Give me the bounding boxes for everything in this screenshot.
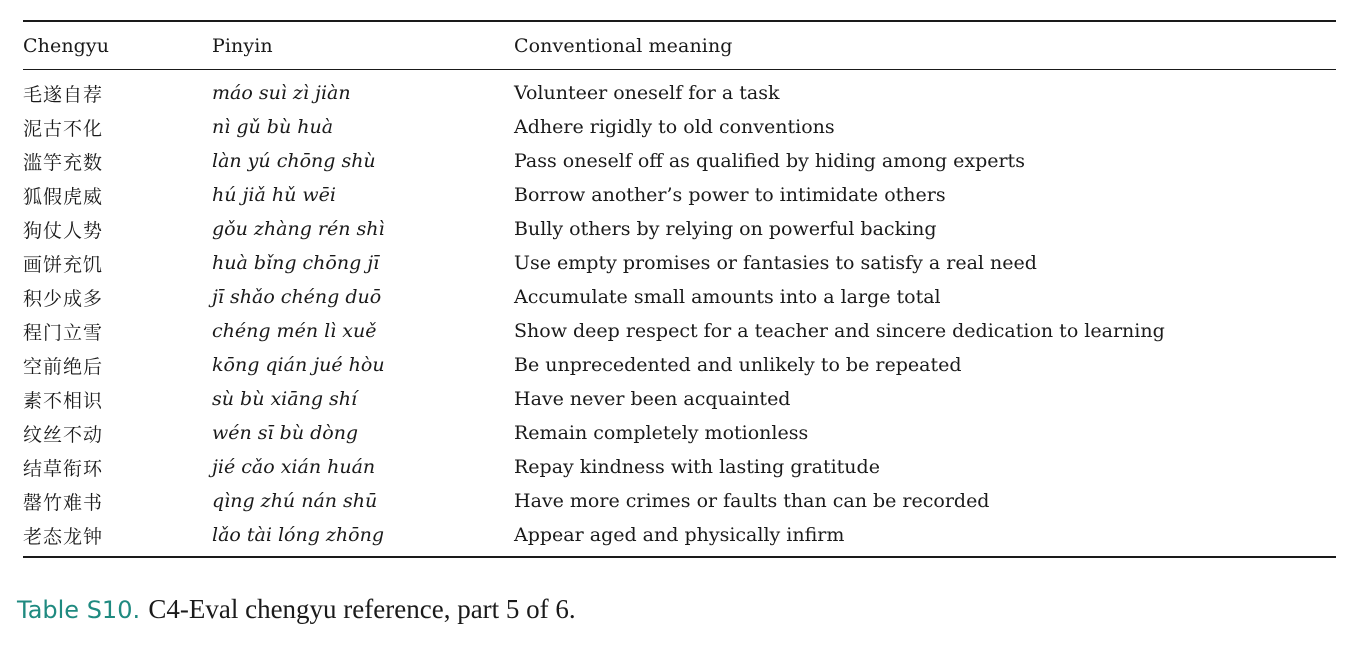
table-row (23, 70, 1336, 110)
caption-text: C4-Eval chengyu reference, part 5 of 6. (148, 594, 576, 624)
cell-pinyin: lǎo tài lóng zhōng (212, 524, 385, 546)
table-row (23, 110, 1336, 144)
table-row (23, 314, 1336, 348)
cell-pinyin: máo suì zì jiàn (212, 82, 351, 104)
table-row (23, 518, 1336, 556)
cell-meaning: Adhere rigidly to old conventions (514, 116, 835, 138)
cell-chengyu: 积少成多 (23, 287, 104, 310)
cell-chengyu: 狐假虎威 (23, 185, 104, 208)
table-row (23, 382, 1336, 416)
cell-chengyu: 纹丝不动 (23, 423, 104, 446)
header-chengyu: Chengyu (23, 34, 110, 57)
cell-chengyu: 狗仗人势 (23, 219, 104, 242)
cell-meaning: Have never been acquainted (514, 388, 791, 410)
header-pinyin: Pinyin (212, 34, 273, 57)
table-row (23, 416, 1336, 450)
table-row (23, 348, 1336, 382)
cell-chengyu: 素不相识 (23, 389, 104, 412)
cell-pinyin: qìng zhú nán shū (212, 490, 378, 512)
cell-meaning: Volunteer oneself for a task (514, 82, 780, 104)
table-row (23, 450, 1336, 484)
bottom-rule (23, 556, 1336, 558)
table-body (23, 22, 1336, 69)
cell-pinyin: jī shǎo chéng duō (212, 286, 382, 308)
cell-chengyu: 罄竹难书 (23, 491, 104, 514)
cell-pinyin: làn yú chōng shù (212, 150, 376, 172)
cell-chengyu: 画饼充饥 (23, 253, 104, 276)
cell-meaning: Accumulate small amounts into a large total (514, 286, 941, 308)
cell-chengyu: 空前绝后 (23, 355, 104, 378)
table-caption (17, 594, 576, 625)
cell-pinyin: gǒu zhàng rén shì (212, 218, 385, 240)
cell-pinyin: huà bǐng chōng jī (212, 252, 380, 274)
cell-chengyu: 毛遂自荐 (23, 83, 104, 106)
table-row (23, 484, 1336, 518)
cell-chengyu: 结草衔环 (23, 457, 104, 480)
cell-meaning: Remain completely motionless (514, 422, 809, 444)
cell-meaning: Use empty promises or fantasies to satisfy a real need (514, 252, 1037, 274)
cell-meaning: Appear aged and physically infirm (514, 524, 845, 546)
header-row (23, 22, 1336, 69)
cell-meaning: Show deep respect for a teacher and sincere dedication to learning (514, 320, 1165, 342)
caption-label: Table S10. (17, 596, 141, 624)
cell-meaning: Be unprecedented and unlikely to be repeated (514, 354, 962, 376)
cell-meaning: Bully others by relying on powerful backing (514, 218, 937, 240)
cell-chengyu: 程门立雪 (23, 321, 104, 344)
cell-meaning: Repay kindness with lasting gratitude (514, 456, 880, 478)
header-meaning: Conventional meaning (514, 34, 733, 57)
cell-chengyu: 滥竽充数 (23, 151, 104, 174)
cell-pinyin: hú jiǎ hǔ wēi (212, 184, 336, 206)
table-row (23, 280, 1336, 314)
cell-pinyin: jié cǎo xián huán (212, 456, 376, 478)
table-row (23, 246, 1336, 280)
cell-pinyin: nì gǔ bù huà (212, 116, 334, 138)
table-row (23, 144, 1336, 178)
chengyu-table (23, 20, 1336, 558)
cell-pinyin: chéng mén lì xuě (212, 320, 377, 342)
cell-pinyin: sù bù xiāng shí (212, 388, 358, 410)
cell-meaning: Have more crimes or faults than can be recorded (514, 490, 990, 512)
cell-meaning: Borrow another’s power to intimidate others (514, 184, 946, 206)
cell-pinyin: wén sī bù dòng (212, 422, 359, 444)
cell-chengyu: 老态龙钟 (23, 525, 104, 548)
table-row (23, 212, 1336, 246)
cell-chengyu: 泥古不化 (23, 117, 104, 140)
cell-meaning: Pass oneself off as qualified by hiding among experts (514, 150, 1025, 172)
table-rows (23, 70, 1336, 556)
table-row (23, 178, 1336, 212)
cell-pinyin: kōng qián jué hòu (212, 354, 385, 376)
